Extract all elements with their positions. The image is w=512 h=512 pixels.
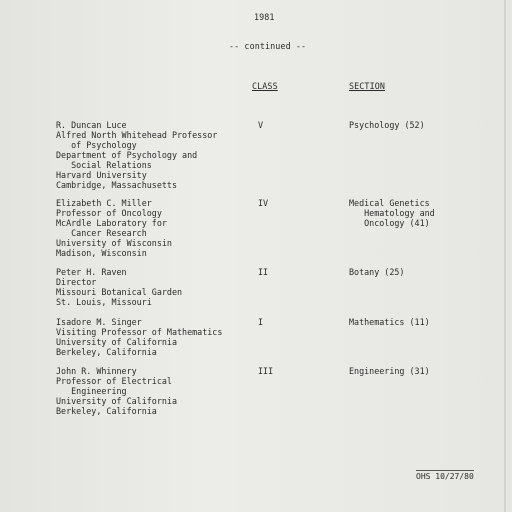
member-detail: McArdle Laboratory for xyxy=(56,218,167,228)
member-class: V xyxy=(258,120,264,130)
member-info xyxy=(56,366,177,416)
member-detail: Harvard University xyxy=(56,170,147,180)
paper-edge xyxy=(504,0,506,512)
member-section xyxy=(349,198,435,228)
section-line: Hematology and xyxy=(349,208,435,218)
document-code: OHS 10/27/80 xyxy=(416,472,474,481)
member-section xyxy=(349,120,425,130)
section-line: Oncology (41) xyxy=(349,218,430,228)
member-section xyxy=(349,267,404,277)
member-detail: Director xyxy=(56,277,97,287)
section-line: Botany (25) xyxy=(349,267,405,277)
member-detail: Alfred North Whitehead Professor xyxy=(56,130,218,140)
member-detail: Berkeley, California xyxy=(56,406,157,416)
member-detail: Cancer Research xyxy=(56,228,147,238)
continued-label: -- continued -- xyxy=(229,41,307,51)
section-line: Mathematics (11) xyxy=(349,317,430,327)
member-info xyxy=(56,198,172,258)
member-detail: University of California xyxy=(56,337,178,347)
member-detail: Berkeley, California xyxy=(56,347,157,357)
member-detail: Missouri Botanical Garden xyxy=(56,287,183,297)
section-line: Engineering (31) xyxy=(349,366,430,376)
member-info xyxy=(56,120,217,190)
class-column-header: CLASS xyxy=(252,81,278,91)
member-name: Isadore M. Singer xyxy=(56,317,142,327)
member-detail: of Psychology xyxy=(56,140,137,150)
member-name: Elizabeth C. Miller xyxy=(56,198,152,208)
member-detail: University of California xyxy=(56,396,178,406)
member-class: III xyxy=(258,366,274,376)
member-class: II xyxy=(258,267,269,277)
member-detail: Professor of Electrical xyxy=(56,376,172,386)
member-section xyxy=(349,317,430,327)
member-name: John R. Whinnery xyxy=(56,366,137,376)
section-column-header: SECTION xyxy=(349,81,385,91)
section-line: Medical Genetics xyxy=(349,198,430,208)
member-class: I xyxy=(258,317,264,327)
member-detail: Professor of Oncology xyxy=(56,208,162,218)
member-detail: Department of Psychology and xyxy=(56,150,198,160)
member-detail: Madison, Wisconsin xyxy=(56,248,147,258)
member-detail: Social Relations xyxy=(56,160,152,170)
member-name: R. Duncan Luce xyxy=(56,120,127,130)
year-heading: 1981 xyxy=(254,12,275,22)
member-info xyxy=(56,317,222,357)
member-section xyxy=(349,366,430,376)
member-detail: Visiting Professor of Mathematics xyxy=(56,327,223,337)
member-name: Peter H. Raven xyxy=(56,267,127,277)
member-detail: University of Wisconsin xyxy=(56,238,172,248)
member-detail: St. Louis, Missouri xyxy=(56,297,152,307)
member-detail: Cambridge, Massachusetts xyxy=(56,180,178,190)
member-info xyxy=(56,267,182,307)
member-detail: Engineering xyxy=(56,386,127,396)
section-line: Psychology (52) xyxy=(349,120,425,130)
member-class: IV xyxy=(258,198,269,208)
